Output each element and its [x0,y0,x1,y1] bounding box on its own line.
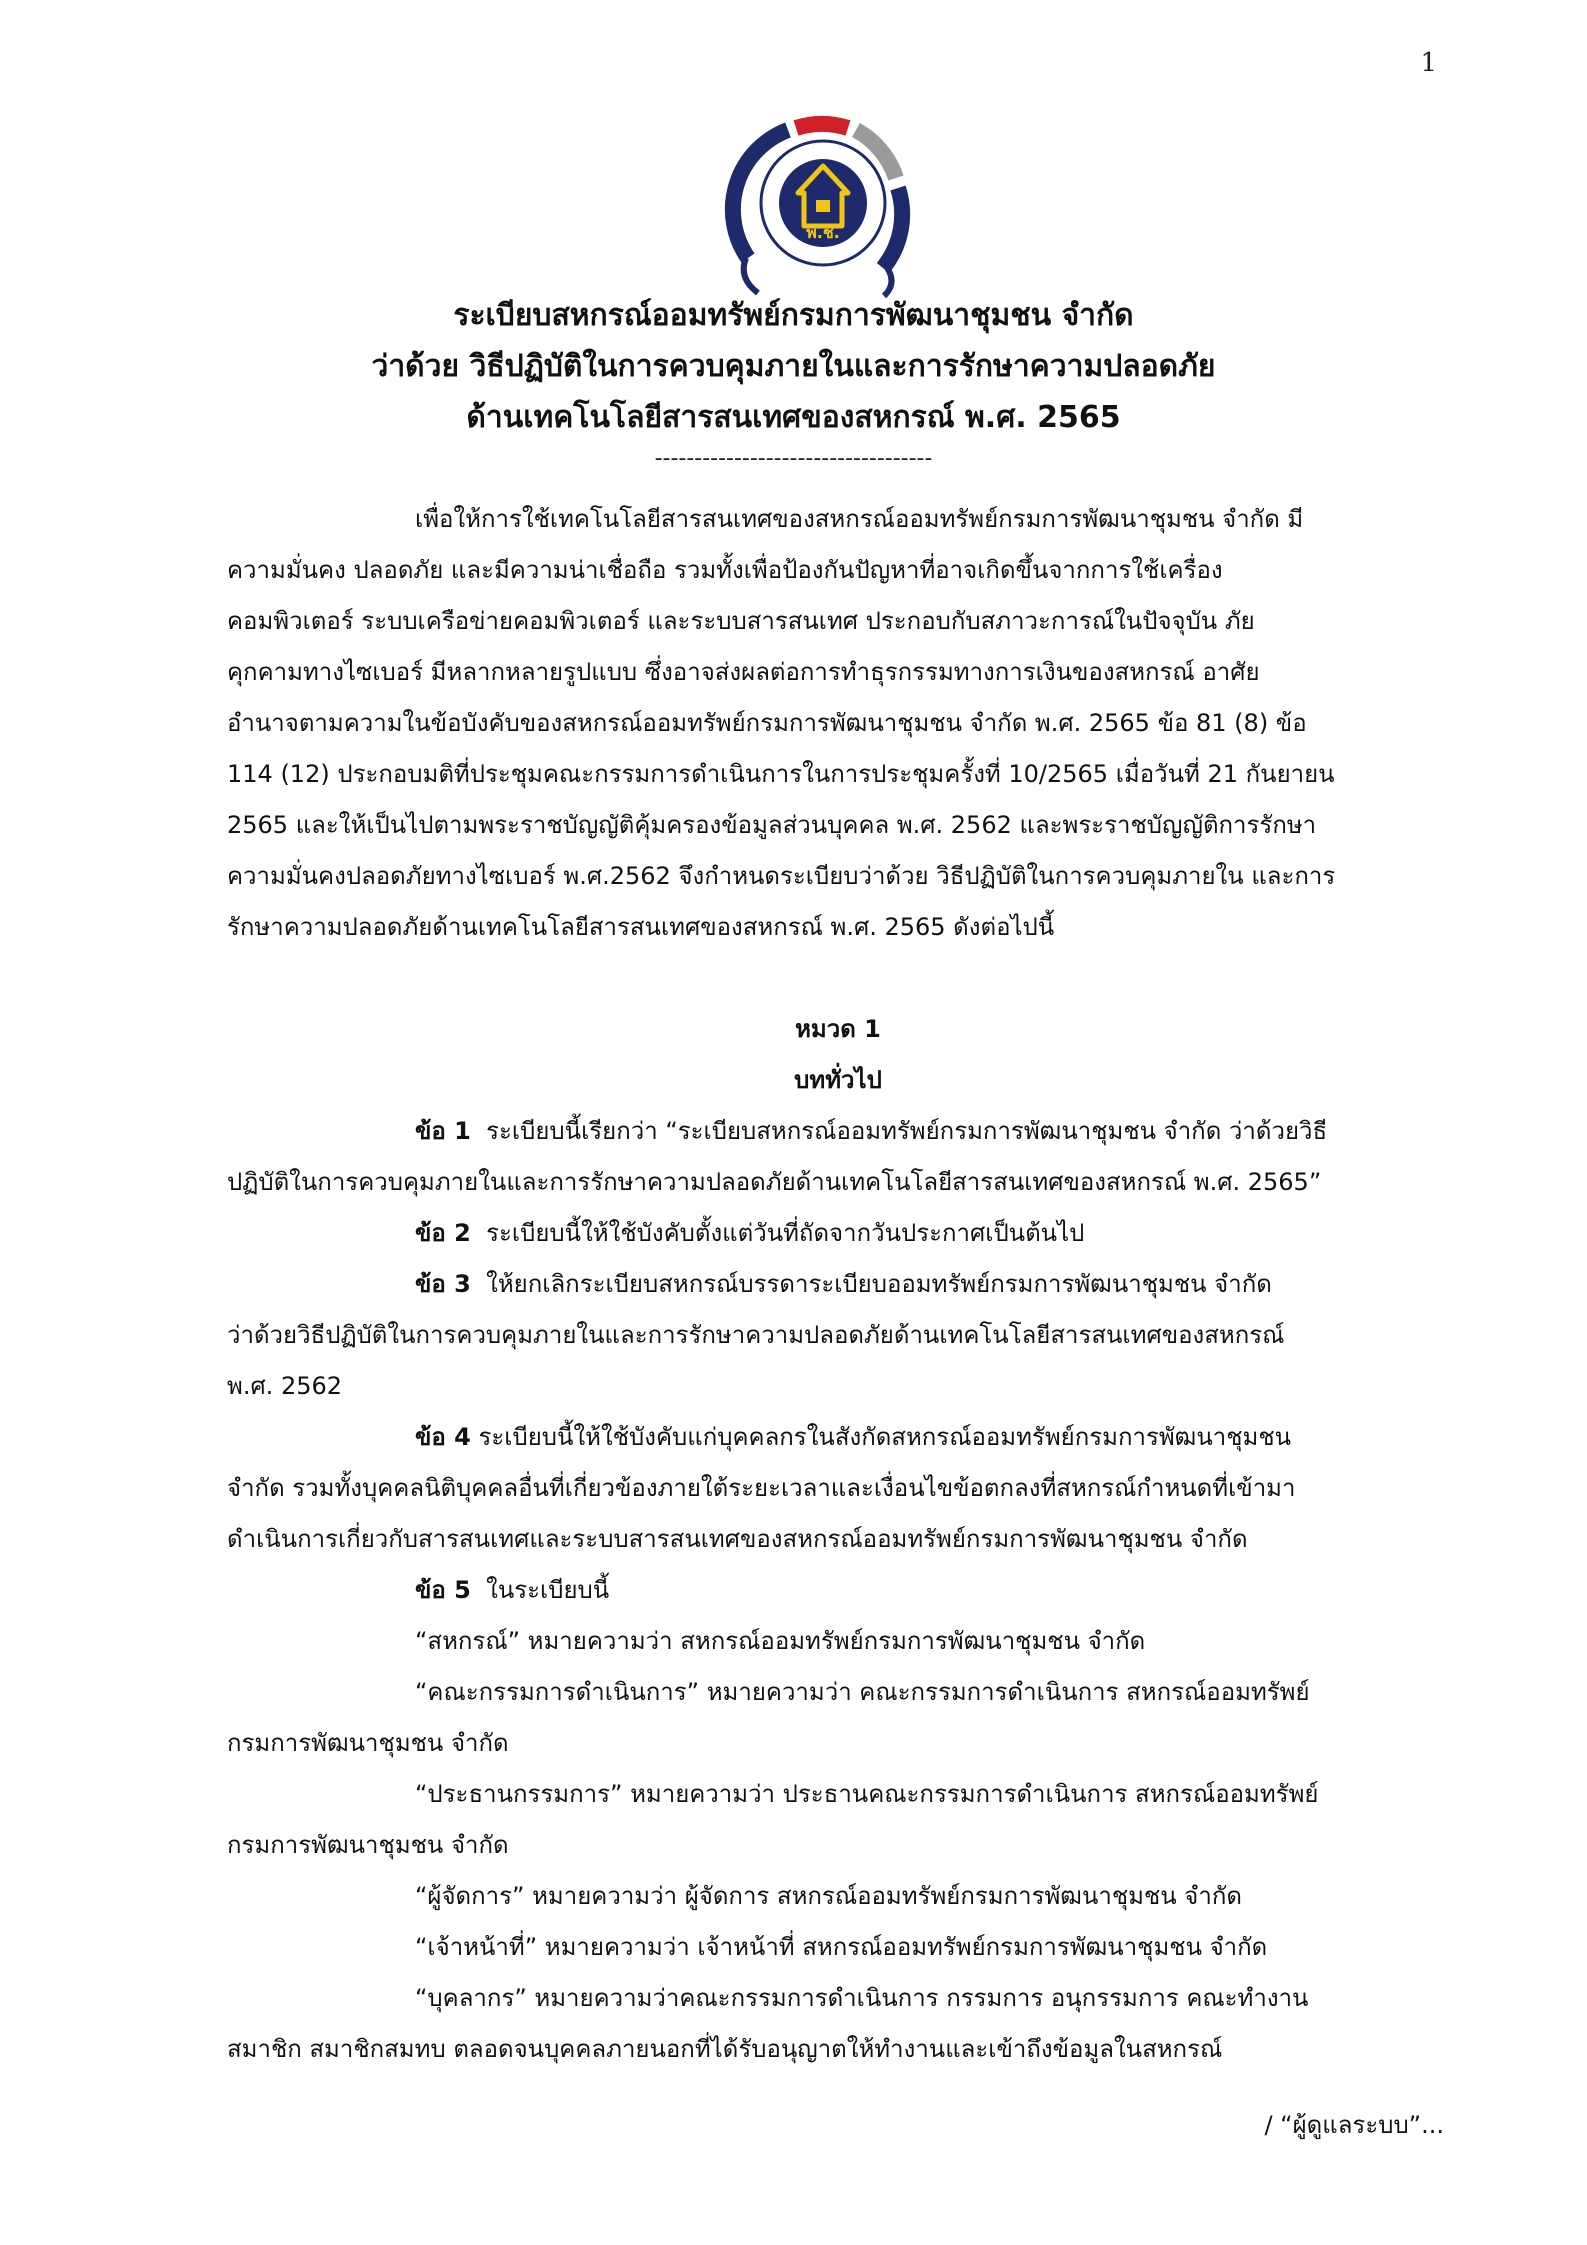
preamble-line: รักษาความปลอดภัยด้านเทคโนโลยีสารสนเทศของสหกรณ์ พ.ศ. 2565 ดังต่อไปนี้ [227,913,1055,941]
article-label: ข้อ 4 [415,1423,471,1451]
title-line-1: ระเบียบสหกรณ์ออมทรัพย์กรมการพัฒนาชุมชน จำกัด [453,298,1134,333]
definition-cooperative: “สหกรณ์” หมายความว่า สหกรณ์ออมทรัพย์กรมการพัฒนาชุมชน จำกัด [415,1627,1146,1655]
emblem-text: พ.ช. [806,223,840,242]
chapter-title: บททั่วไป [794,1066,882,1094]
preamble-line: คอมพิวเตอร์ ระบบเครือข่ายคอมพิวเตอร์ และระบบสารสนเทศ ประกอบกับสภาวะการณ์ในปัจจุบัน ภัย [227,607,1255,635]
article-text: ระเบียบนี้ให้ใช้บังคับแก่บุคคลกรในสังกัดสหกรณ์ออมทรัพย์กรมการพัฒนาชุมชน [478,1423,1292,1451]
preamble-line: อำนาจตามความในข้อบังคับของสหกรณ์ออมทรัพย์กรมการพัฒนาชุมชน จำกัด พ.ศ. 2565 ข้อ 81 (8) ข้อ [227,709,1307,737]
definition-chairman-cont: กรมการพัฒนาชุมชน จำกัด [227,1831,509,1859]
definition-manager: “ผู้จัดการ” หมายความว่า ผู้จัดการ สหกรณ์ออมทรัพย์กรมการพัฒนาชุมชน จำกัด [415,1882,1242,1910]
preamble-line: คุกคามทางไซเบอร์ มีหลากหลายรูปแบบ ซึ่งอาจส่งผลต่อการทำธุรกรรมทางการเงินของสหกรณ์ อาศัย [227,658,1260,686]
title-line-3: ด้านเทคโนโลยีสารสนเทศของสหกรณ์ พ.ศ. 2565 [466,400,1121,435]
cooperative-seal-logo-icon [718,108,918,308]
preamble-line: 114 (12) ประกอบมติที่ประชุมคณะกรรมการดำเนินการในการประชุมครั้งที่ 10/2565 เมื่อวันที่ 21 กันยายน [227,760,1335,788]
article-4-cont: ดำเนินการเกี่ยวกับสารสนเทศและระบบสารสนเทศของสหกรณ์ออมทรัพย์กรมการพัฒนาชุมชน จำกัด [227,1525,1248,1553]
article-3-cont: ว่าด้วยวิธีปฏิบัติในการควบคุมภายในและการรักษาความปลอดภัยด้านเทคโนโลยีสารสนเทศของสหกรณ์ [227,1321,1285,1349]
article-label: ข้อ 5 [415,1576,471,1604]
article-2 [227,1208,1449,1259]
article-4 [227,1412,1449,1463]
article-1-cont: ปฏิบัติในการควบคุมภายในและการรักษาความปลอดภัยด้านเทคโนโลยีสารสนเทศของสหกรณ์ พ.ศ. 2565” [227,1168,1322,1196]
article-text: ระเบียบนี้เรียกว่า “ระเบียบสหกรณ์ออมทรัพย์กรมการพัฒนาชุมชน จำกัด ว่าด้วยวิธี [486,1117,1328,1145]
document-title [200,290,1387,443]
definition-chairman: “ประธานกรรมการ” หมายความว่า ประธานคณะกรรมการดำเนินการ สหกรณ์ออมทรัพย์ [415,1780,1319,1808]
continuation-marker: / “ผู้ดูแลระบบ”... [1264,2111,1444,2139]
preamble-line: เพื่อให้การใช้เทคโนโลยีสารสนเทศของสหกรณ์ออมทรัพย์กรมการพัฒนาชุมชน จำกัด มี [415,505,1304,533]
chapter-number: หมวด 1 [795,1015,881,1043]
definition-staff: “เจ้าหน้าที่” หมายความว่า เจ้าหน้าที่ สหกรณ์ออมทรัพย์กรมการพัฒนาชุมชน จำกัด [415,1933,1268,1961]
article-label: ข้อ 2 [415,1219,471,1247]
definition-personnel-cont: สมาชิก สมาชิกสมทบ ตลอดจนบุคคลภายนอกที่ได้รับอนุญาตให้ทำงานและเข้าถึงข้อมูลในสหกรณ์ [227,2035,1223,2063]
article-text: ให้ยกเลิกระเบียบสหกรณ์บรรดาระเบียบออมทรัพย์กรมการพัฒนาชุมชน จำกัด [486,1270,1272,1298]
article-5 [227,1565,1449,1616]
page-number: 1 [1420,48,1437,78]
preamble-line: ความมั่นคง ปลอดภัย และมีความน่าเชื่อถือ รวมทั้งเพื่อป้องกันปัญหาที่อาจเกิดขึ้นจากการใช้เครื่อง [227,556,1223,584]
article-3-cont: พ.ศ. 2562 [227,1372,343,1400]
article-text: ในระเบียบนี้ [486,1576,610,1604]
preamble-line: 2565 และให้เป็นไปตามพระราชบัญญัติคุ้มครองข้อมูลส่วนบุคคล พ.ศ. 2562 และพระราชบัญญัติการรักษา [227,811,1317,839]
title-divider: ----------------------------------- [654,446,933,471]
article-label: ข้อ 1 [415,1117,471,1145]
title-line-2: ว่าด้วย วิธีปฏิบัติในการควบคุมภายในและการรักษาความปลอดภัย [371,349,1216,384]
spacer [227,953,1449,1004]
definition-board: “คณะกรรมการดำเนินการ” หมายความว่า คณะกรรมการดำเนินการ สหกรณ์ออมทรัพย์ [415,1678,1310,1706]
document-body [227,494,1449,2075]
definition-personnel: “บุคลากร” หมายความว่าคณะกรรมการดำเนินการ กรรมการ อนุกรรมการ คณะทำงาน [415,1984,1309,2012]
preamble-line: ความมั่นคงปลอดภัยทางไซเบอร์ พ.ศ.2562 จึงกำหนดระเบียบว่าด้วย วิธีปฏิบัติในการควบคุมภายใน และการ [227,862,1336,890]
article-1 [227,1106,1449,1157]
article-4-cont: จำกัด รวมทั้งบุคคลนิติบุคคลอื่นที่เกี่ยวข้องภายใต้ระยะเวลาและเงื่อนไขข้อตกลงที่สหกรณ์กำหนดที่เข้ามา [227,1474,1296,1502]
definition-board-cont: กรมการพัฒนาชุมชน จำกัด [227,1729,509,1757]
article-label: ข้อ 3 [415,1270,471,1298]
article-3 [227,1259,1449,1310]
article-text: ระเบียบนี้ให้ใช้บังคับตั้งแต่วันที่ถัดจากวันประกาศเป็นต้นไป [486,1219,1085,1247]
